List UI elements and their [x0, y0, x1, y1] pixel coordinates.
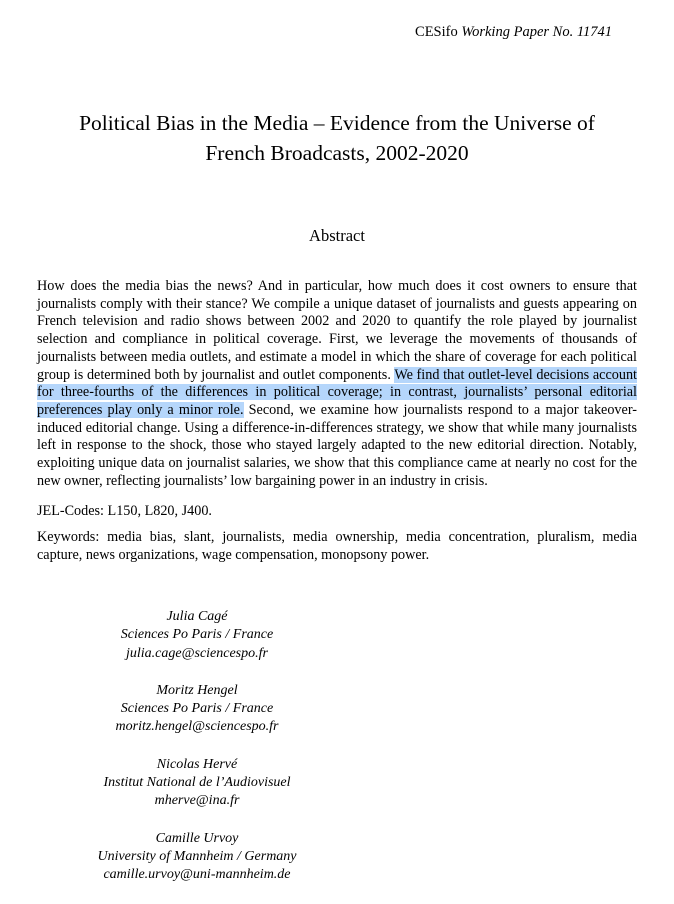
author-email: moritz.hengel@sciencespo.fr	[115, 719, 279, 735]
page-header	[415, 24, 612, 41]
abstract-heading: Abstract	[309, 226, 365, 245]
abstract-highlighted-sentence: We find that outlet-level decisions account for three-fourths of the differences in political coverage; in contrast, journalists’ personal editorial preferences play only a minor role.	[37, 366, 638, 418]
author-block-nicolas-herve	[47, 756, 347, 811]
author-email: mherve@ina.fr	[154, 793, 240, 809]
abstract-segment-after: Second, we examine how journalists respond to a major takeover-induced editorial change. Using a difference-in-differences strategy, we show that while many journalists left in response to the shock, those who stayed largely adapted to the new editorial direction. Notably, exploiting unique data on journalist salaries, we show that this compliance came at nearly no cost for the new owner, reflecting journalists’ low bargaining power in an industry in crisis.	[37, 401, 637, 489]
author-block-camille-urvoy	[47, 830, 347, 885]
working-paper-number: Working Paper No. 11741	[461, 24, 612, 40]
paper-title-container	[0, 108, 674, 168]
author-name: Camille Urvoy	[155, 830, 239, 846]
author-block-julia-cage	[47, 608, 347, 663]
jel-codes: JEL-Codes: L150, L820, J400.	[37, 503, 212, 519]
authors-section	[0, 608, 674, 904]
author-name: Julia Cagé	[166, 609, 228, 624]
paper-title: Political Bias in the Media – Evidence from the Universe of French Broadcasts, 2002-2020	[79, 111, 595, 165]
author-name: Nicolas Hervé	[156, 756, 238, 772]
abstract-text	[37, 278, 637, 490]
author-email: julia.cage@sciencespo.fr	[126, 645, 268, 661]
author-affiliation: University of Mannheim / Germany	[97, 848, 297, 864]
author-name: Moritz Hengel	[156, 682, 238, 698]
keywords: Keywords: media bias, slant, journalists, media ownership, media concentration, pluralism, media capture, news organizations, wage compensation, monopsony power.	[37, 529, 637, 563]
author-affiliation: Institut National de l’Audiovisuel	[103, 775, 291, 791]
author-email: camille.urvoy@uni-mannheim.de	[103, 867, 291, 883]
author-affiliation: Sciences Po Paris / France	[120, 701, 274, 717]
abstract-segment-before: How does the media bias the news? And in particular, how much does it cost owners to ensure that journalists comply with their stance? We compile a unique dataset of journalists and guests appearing on French television and radio shows between 2002 and 2020 to quantify the role played by journalist selection and compliance in political coverage. First, we leverage the movements of thousands of journalists between media outlets, and estimate a model in which the share of coverage for each political group is determined both by journalist and outlet components.	[37, 278, 637, 383]
publisher-name: CESifo	[415, 24, 462, 40]
author-block-moritz-hengel	[47, 682, 347, 737]
author-affiliation: Sciences Po Paris / France	[120, 627, 274, 643]
